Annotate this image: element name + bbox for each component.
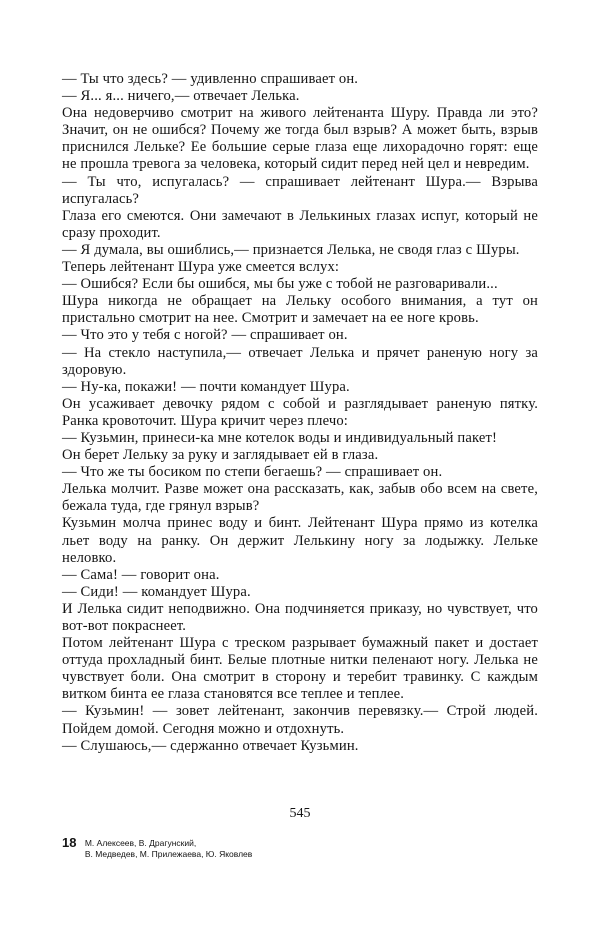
paragraph: — Ну-ка, покажи! — почти командует Шура. [62,378,350,395]
page-number: 545 [289,806,311,821]
paragraph: Глаза его смеются. Они замечают в Лелькиных глазах испуг, который не сразу проходит. [62,207,538,241]
paragraph: Она недоверчиво смотрит на живого лейтенанта Шуру. Правда ли это? Значит, он не ошибся? Почему же тогда был взрыв? А может быть, взрыв приснился Лельке? Ее большие серые глаза еще лихорадочно горят: еще не прошла тревога за человека, который сидит перед ней цел и невредим. [62,105,538,173]
body-text [62,71,538,755]
paragraph: — Сама! — говорит она. [62,566,220,583]
paragraph: Он берет Лельку за руку и заглядывает ей в глаза. [62,447,379,464]
paragraph: Шура никогда не обращает на Лельку особого внимания, а тут он пристально смотрит на нее. Смотрит и замечает на ее ноге кровь. [62,293,538,327]
printer-signature [62,837,252,860]
paragraph: — Ошибся? Если бы ошибся, мы бы уже с тобой не разговаривали... [62,276,498,293]
paragraph: Кузьмин молча принес воду и бинт. Лейтенант Шура прямо из котелка льет воду на ранку. Он держит Лелькину ногу за лодыжку. Лельке неловко. [62,515,538,566]
authors-line: В. Медведев, М. Прилежаева, Ю. Яковлев [84,849,253,859]
paragraph: Потом лейтенант Шура с треском разрывает бумажный пакет и достает оттуда прохладный бинт. Белые плотные нитки пеленают ногу. Лелька не чувствует боли. Она смотрит в сторону и теребит травинку. С каждым витком бинта ее глаза становятся все теплее и теплее. [62,635,538,703]
paragraph: — Кузьмин, принеси-ка мне котелок воды и индивидуальный пакет! [62,429,497,446]
paragraph: Он усаживает девочку рядом с собой и разглядывает раненую пятку. Ранка кровоточит. Шура кричит через плечо: [62,395,538,429]
signature-authors [85,837,252,860]
paragraph: — Ты что, испугалась? — спрашивает лейтенант Шура.— Взрыва испугалась? [62,173,538,207]
paragraph: — Кузьмин! — зовет лейтенант, закончив перевязку.— Строй людей. Пойдем домой. Сегодня можно и отдохнуть. [62,703,538,737]
paragraph: — Ты что здесь? — удивленно спрашивает он. [62,71,359,87]
paragraph: — Слушаюсь,— сдержанно отвечает Кузьмин. [62,737,359,754]
paragraph: — Что же ты босиком по степи бегаешь? — спрашивает он. [62,464,443,481]
paragraph: Теперь лейтенант Шура уже смеется вслух: [62,259,340,276]
paragraph: — Я думала, вы ошиблись,— признается Лелька, не сводя глаз с Шуры. [62,241,520,258]
paragraph: И Лелька сидит неподвижно. Она подчиняется приказу, но чувствует, что вот-вот покраснеет. [62,600,538,634]
paragraph: — Сиди! — командует Шура. [62,583,251,600]
paragraph: — На стекло наступила,— отвечает Лелька и прячет раненую ногу за здоровую. [62,344,538,378]
signature-number: 18 [62,835,77,850]
authors-line: М. Алексеев, В. Драгунский, [84,838,197,848]
paragraph: — Я... я... ничего,— отвечает Лелька. [62,88,300,105]
paragraph: Лелька молчит. Разве может она рассказать, как, забыв обо всем на свете, бежала туда, где грянул взрыв? [62,481,538,515]
paragraph: — Что это у тебя с ногой? — спрашивает он. [62,327,348,344]
